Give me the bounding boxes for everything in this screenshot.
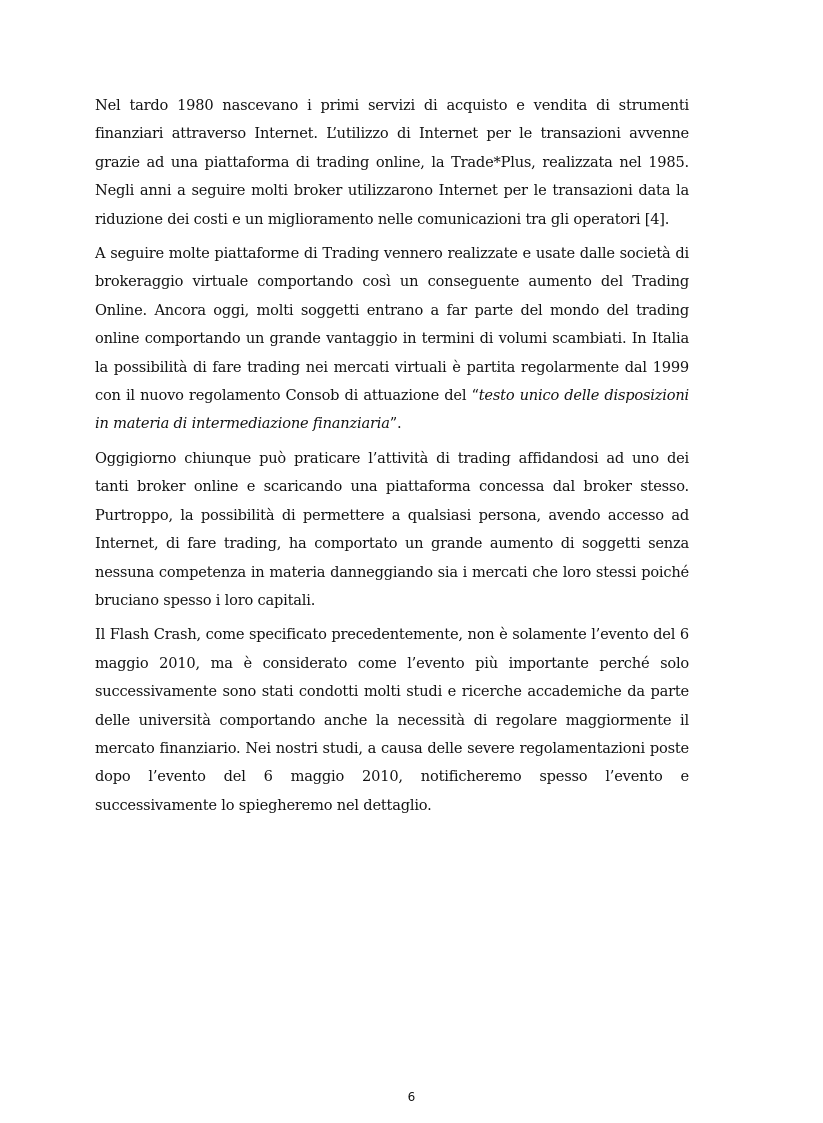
page-number: 6 bbox=[407, 1090, 416, 1104]
document-body bbox=[95, 92, 689, 826]
paragraph-text: Il Flash Crash, come specificato precedentemente, non è solamente l’evento del 6 maggio 2010, ma è considerato come l’evento più importante perché solo successivamente sono stati condotti molti studi e ricerche accademiche da parte delle università comportando anche la necessità di regolare maggiormente il mercato finanziario. Nei nostri studi, a causa delle severe regolamentazioni poste dopo l’evento del 6 maggio 2010, notificheremo spesso l’evento e successivamente lo spiegheremo nel dettaglio. bbox=[95, 626, 689, 814]
paragraph-text: A seguire molte piattaforme di Trading vennero realizzate e usate dalle società di brokeraggio virtuale comportando così un conseguente aumento del Trading Online. Ancora oggi, molti soggetti entrano a far parte del mondo del trading online comportando un grande vantaggio in termini di volumi scambiati. In Italia la possibilità di fare trading nei mercati virtuali è partita regolarmente dal 1999 con il nuovo regolamento Consob di attuazione del “ bbox=[95, 245, 689, 405]
paragraph-text: Oggigiorno chiunque può praticare l’attività di trading affidandosi ad uno dei tanti broker online e scaricando una piattaforma concessa dal broker stesso. Purtroppo, la possibilità di permettere a qualsiasi persona, avendo accesso ad Internet, di fare trading, ha comportato un grande aumento di soggetti senza nessuna competenza in materia danneggiando sia i mercati che loro stessi poiché bruciano spesso i loro capitali. bbox=[95, 449, 689, 609]
paragraph-trading-origins bbox=[95, 92, 689, 234]
paragraph-trading-platforms bbox=[95, 240, 689, 439]
italic-citation: testo unico delle disposizioni in materia di intermediazione finanziaria bbox=[95, 387, 689, 433]
paragraph-text: Nel tardo 1980 nascevano i primi servizi di acquisto e vendita di strumenti finanziari attraverso Internet. L’utilizzo di Internet per le transazioni avvenne grazie ad una piattaforma di trading online, la Trade*Plus, realizzata nel 1985. Negli anni a seguire molti broker utilizzarono Internet per le transazioni data la riduzione dei costi e un miglioramento nelle comunicazioni tra gli operatori [4]. bbox=[95, 97, 689, 228]
paragraph-flash-crash bbox=[95, 621, 689, 820]
paragraph-online-brokers bbox=[95, 445, 689, 615]
paragraph-text-end: ”. bbox=[389, 415, 402, 433]
